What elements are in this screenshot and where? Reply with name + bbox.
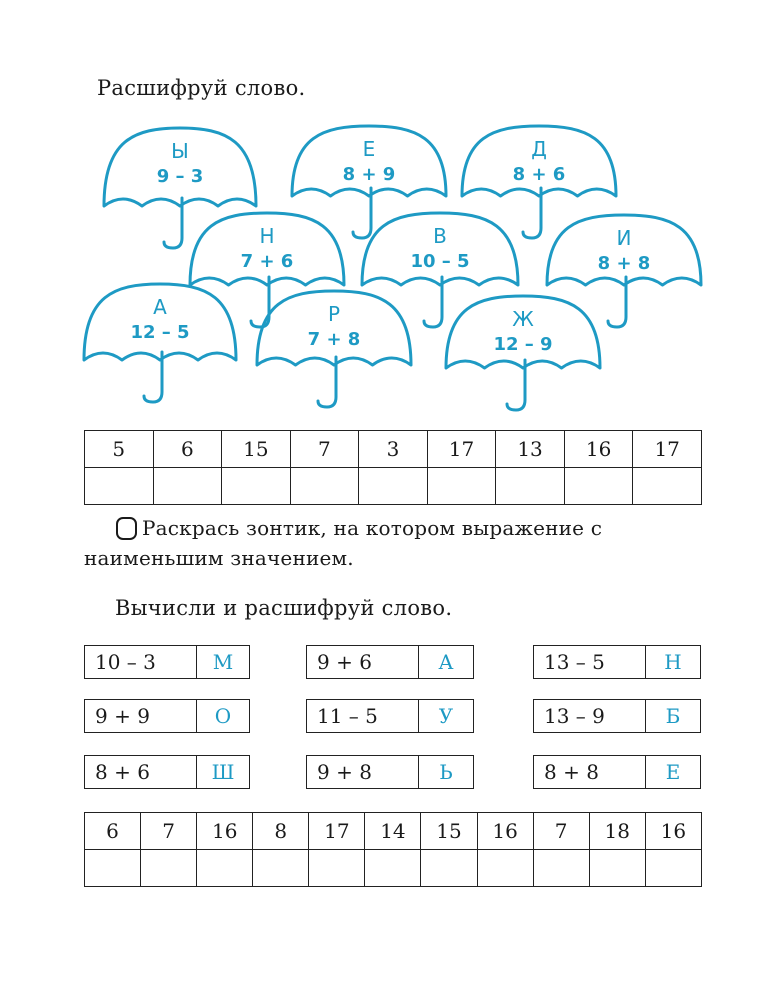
answer-cell[interactable] xyxy=(222,468,291,505)
umbrella-letter: Е xyxy=(362,137,376,161)
umbrella-letter: А xyxy=(153,295,167,319)
code-cell: 18 xyxy=(589,813,645,850)
umbrella-expression: 8 + 6 xyxy=(512,164,566,185)
umbrella-expression: 7 + 8 xyxy=(307,329,361,350)
umbrella-letter: Д xyxy=(531,137,547,161)
code-cell: 5 xyxy=(85,431,154,468)
answer-cell[interactable] xyxy=(645,850,701,887)
expression-text: 9 + 6 xyxy=(307,646,419,678)
code-cell: 3 xyxy=(359,431,428,468)
umbrella-letter: В xyxy=(433,224,447,248)
answer-row xyxy=(85,468,702,505)
expression-text: 8 + 8 xyxy=(534,756,646,788)
expression-letter: М xyxy=(212,650,234,674)
expression-letter: Ь xyxy=(439,760,453,784)
expression-box xyxy=(84,699,250,733)
code-cell: 15 xyxy=(222,431,291,468)
answer-cell[interactable] xyxy=(290,468,359,505)
code-cell: 16 xyxy=(197,813,253,850)
umbrella-expression: 9 – 3 xyxy=(156,166,204,187)
expression-text: 13 – 9 xyxy=(534,700,646,732)
code-cell: 17 xyxy=(427,431,496,468)
expression-letter: У xyxy=(438,704,454,728)
umbrella-expression: 12 – 5 xyxy=(130,322,190,343)
umbrella-letter: Ж xyxy=(512,307,534,331)
umbrella-expression: 8 + 8 xyxy=(597,253,651,274)
umbrella-expression: 10 – 5 xyxy=(410,251,470,272)
answer-cell[interactable] xyxy=(85,850,141,887)
umbrella[interactable] xyxy=(362,213,518,327)
answer-cell[interactable] xyxy=(141,850,197,887)
expression-text: 9 + 9 xyxy=(85,700,197,732)
answer-cell[interactable] xyxy=(477,850,533,887)
umbrellas-illustration xyxy=(0,0,768,420)
code-cell: 8 xyxy=(253,813,309,850)
expression-text: 8 + 6 xyxy=(85,756,197,788)
code-cell: 7 xyxy=(533,813,589,850)
umbrella-expression: 12 – 9 xyxy=(493,334,553,355)
answer-cell[interactable] xyxy=(365,850,421,887)
answer-cell[interactable] xyxy=(533,850,589,887)
code-cell: 14 xyxy=(365,813,421,850)
task2-title: Вычисли и расшифруй слово. xyxy=(115,596,453,620)
answer-cell[interactable] xyxy=(564,468,633,505)
expression-letter: О xyxy=(214,704,232,728)
umbrella-letter: И xyxy=(616,226,632,250)
umbrella[interactable] xyxy=(104,128,256,248)
task1-title: Расшифруй слово. xyxy=(97,76,306,100)
checkbox-icon[interactable] xyxy=(116,517,137,540)
answer-cell[interactable] xyxy=(633,468,702,505)
expression-letter: Ш xyxy=(211,760,235,784)
answer-cell[interactable] xyxy=(253,850,309,887)
expression-box xyxy=(306,699,474,733)
expression-box xyxy=(306,755,474,789)
expression-box xyxy=(533,699,701,733)
color-instruction-text: Раскрась зонтик, на котором выражение с наименьшим значением. xyxy=(84,516,603,570)
code-row-numbers xyxy=(85,813,702,850)
answer-cell[interactable] xyxy=(427,468,496,505)
umbrella-letter: Н xyxy=(259,224,275,248)
code-cell: 15 xyxy=(421,813,477,850)
answer-cell[interactable] xyxy=(309,850,365,887)
code-table-2 xyxy=(84,812,702,887)
umbrella[interactable] xyxy=(257,291,411,407)
code-cell: 6 xyxy=(153,431,222,468)
code-cell: 7 xyxy=(141,813,197,850)
expression-box xyxy=(84,645,250,679)
color-instruction xyxy=(84,513,714,573)
code-cell: 7 xyxy=(290,431,359,468)
expression-text: 9 + 8 xyxy=(307,756,419,788)
code-table-1 xyxy=(84,430,702,505)
umbrella-letter: Ы xyxy=(171,139,189,163)
code-cell: 16 xyxy=(564,431,633,468)
expression-text: 11 – 5 xyxy=(307,700,419,732)
umbrella-expression: 7 + 6 xyxy=(240,251,294,272)
code-row-numbers xyxy=(85,431,702,468)
umbrella[interactable] xyxy=(446,296,600,410)
umbrella-letter: Р xyxy=(327,302,341,326)
expression-text: 13 – 5 xyxy=(534,646,646,678)
expression-letter: А xyxy=(438,650,454,674)
expression-box xyxy=(533,645,701,679)
answer-cell[interactable] xyxy=(197,850,253,887)
expression-box xyxy=(533,755,701,789)
code-cell: 16 xyxy=(477,813,533,850)
code-cell: 6 xyxy=(85,813,141,850)
answer-cell[interactable] xyxy=(153,468,222,505)
answer-cell[interactable] xyxy=(421,850,477,887)
umbrella[interactable] xyxy=(547,215,701,327)
umbrella[interactable] xyxy=(84,284,236,402)
answer-cell[interactable] xyxy=(85,468,154,505)
answer-cell[interactable] xyxy=(589,850,645,887)
umbrella-expression: 8 + 9 xyxy=(342,164,396,185)
answer-row xyxy=(85,850,702,887)
code-cell: 17 xyxy=(309,813,365,850)
expression-box xyxy=(84,755,250,789)
code-cell: 17 xyxy=(633,431,702,468)
answer-cell[interactable] xyxy=(496,468,565,505)
expression-letter: Н xyxy=(664,650,682,674)
expression-letter: Е xyxy=(665,760,681,784)
umbrella[interactable] xyxy=(190,213,344,327)
expression-text: 10 – 3 xyxy=(85,646,197,678)
code-cell: 13 xyxy=(496,431,565,468)
code-cell: 16 xyxy=(645,813,701,850)
expression-letter: Б xyxy=(665,704,681,728)
answer-cell[interactable] xyxy=(359,468,428,505)
expression-box xyxy=(306,645,474,679)
